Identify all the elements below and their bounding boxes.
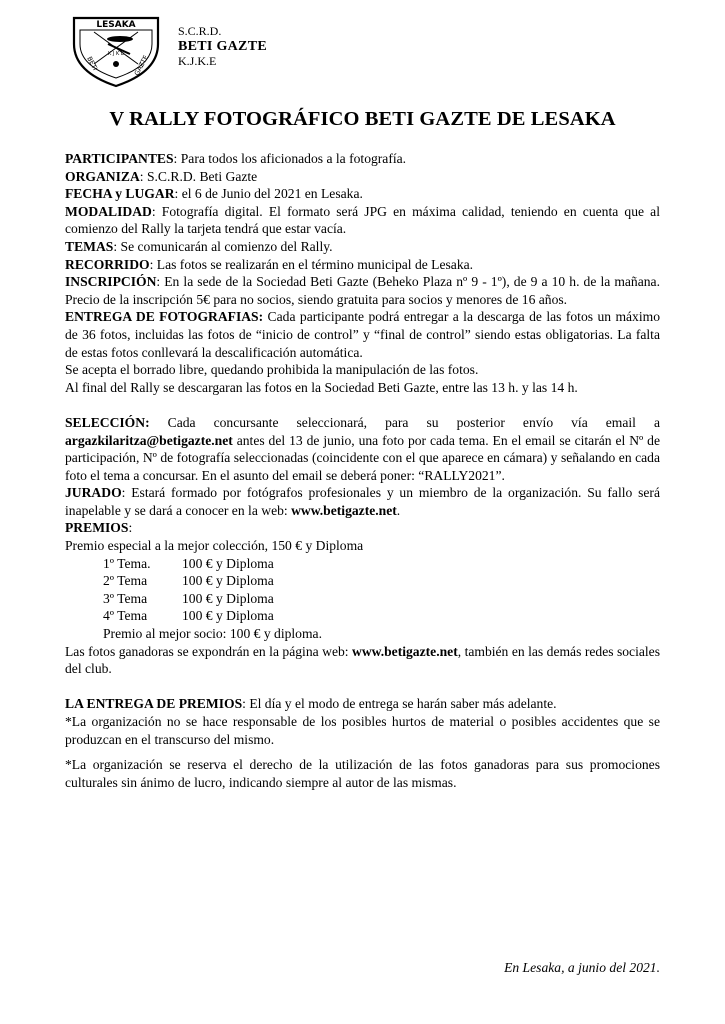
document-body [65,150,660,791]
premio-especial: Premio especial a la mejor colección, 150 € y Diploma [65,538,364,554]
premio-tema-row: 2º Tema 100 € y Diploma [103,573,274,589]
web-link[interactable]: www.betigazte.net [352,643,458,659]
web-link[interactable]: www.betigazte.net [291,502,397,518]
premio-tema-row: 3º Tema 100 € y Diploma [103,590,274,606]
email-link[interactable]: argazkilaritza@betigazte.net [65,432,233,448]
section-inscripcion: INSCRIPCIÓN: En la sede de la Sociedad Beti Gazte (Beheko Plaza nº 9 - 1º), de 9 a 10 h. de la mañana. Precio de la inscripción 5€ para no socios, siendo gratuita para socios y menores de 16 años. [65,274,660,307]
logo-text-gazte: GAZTE [132,53,151,77]
section-fecha: FECHA y LUGAR: el 6 de Junio del 2021 en Lesaka. [65,186,363,202]
section-temas: TEMAS: Se comunicarán al comienzo del Rally. [65,238,333,254]
page-title: V RALLY FOTOGRÁFICO BETI GAZTE DE LESAKA [109,108,616,130]
org-abbrev: S.C.R.D. [178,24,222,38]
section-participantes: PARTICIPANTES: Para todos los aficionados a la fotografía. [65,151,407,166]
section-organiza: ORGANIZA: S.C.R.D. Beti Gazte [65,168,258,184]
logo-text-beti: BETI [85,55,100,72]
premios-exposicion: Las fotos ganadoras se expondrán en la página web: www.betigazte.net, también en las demás redes sociales del club. [65,643,660,677]
premio-socio: Premio al mejor socio: 100 € y diploma. [103,626,322,642]
premio-tema-row: 1º Tema. 100 € y Diploma [103,555,274,571]
logo-text-lesaka: LESAKA [96,20,136,30]
section-jurado: JURADO: Estará formado por fotógrafos profesionales y un miembro de la organización. Su fallo será inapelable y se dará a conocer en la web: www.betigazte.net. [65,485,660,518]
club-logo [68,14,164,88]
signature-line: En Lesaka, a junio del 2021. [504,960,660,975]
nota-2: *La organización se reserva el derecho de la utilización de las fotos ganadoras para sus promociones culturales sin ánimo de lucro, indicando siempre al autor de las mismas. [65,757,660,790]
nota-1: *La organización no se hace responsable de los posibles hurtos de material o posibles accidentes que se produzcan en el transcurso del mismo. [65,714,660,747]
section-entrega-premios: LA ENTREGA DE PREMIOS: El día y el modo de entrega se harán saber más adelante. [65,696,557,712]
section-premios: PREMIOS: Premio especial a la mejor colección, 150 € y Diploma 1º Tema. 100 € y Diploma 2º Tema 100 € y Diploma 3º Tema 100 € y Diploma 4º Tema 100 € y Diploma Premio al mejor socio: 100 € y diploma. Las fotos ganadoras se expondrán en la página web: www.betigazte.net, también en las demás redes sociales del club. [65,520,660,677]
section-recorrido: RECORRIDO: Las fotos se realizarán en el término municipal de Lesaka. [65,256,474,272]
org-abbrev-2: K.J.K.E [178,54,217,68]
org-header [178,24,267,69]
section-seleccion: SELECCIÓN: Cada concursante seleccionará, para su posterior envío vía email a argazkilaritza@betigazte.net antes del 13 de junio, una foto por cada tema. En el email se citarán el Nº de participación, Nº de fotografía seleccionadas (coincidente con el que aparece en cámara) y señalando en cada foto el tema a concursar. En el asunto del email se deberá poner: “RALLY2021”. [65,414,660,483]
section-modalidad: MODALIDAD: Fotografía digital. El formato será JPG en máxima calidad, teniendo en cuenta que al comienzo del Rally la tarjeta tendrá que estar vacía. [65,203,660,237]
section-entrega-fotografias: ENTREGA DE FOTOGRAFIAS: Cada participante podrá entregar a la descarga de las fotos un máximo de 36 fotos, incluidas las fotos de “inicio de control” y “final de control” siendo estas obligatorias. La falta de estas fotos conllevará la descalificación automática. Se acepta el borrado libre, quedando prohibida la manipulación de las fotos. Al final del Rally se descargaran las fotos en la Sociedad Beti Gazte, entre las 13 h. y las 14 h. [65,309,660,395]
premio-tema-row: 4º Tema 100 € y Diploma [103,608,274,624]
org-name: BETI GAZTE [178,39,267,54]
logo-letters: K J K E [108,51,124,57]
